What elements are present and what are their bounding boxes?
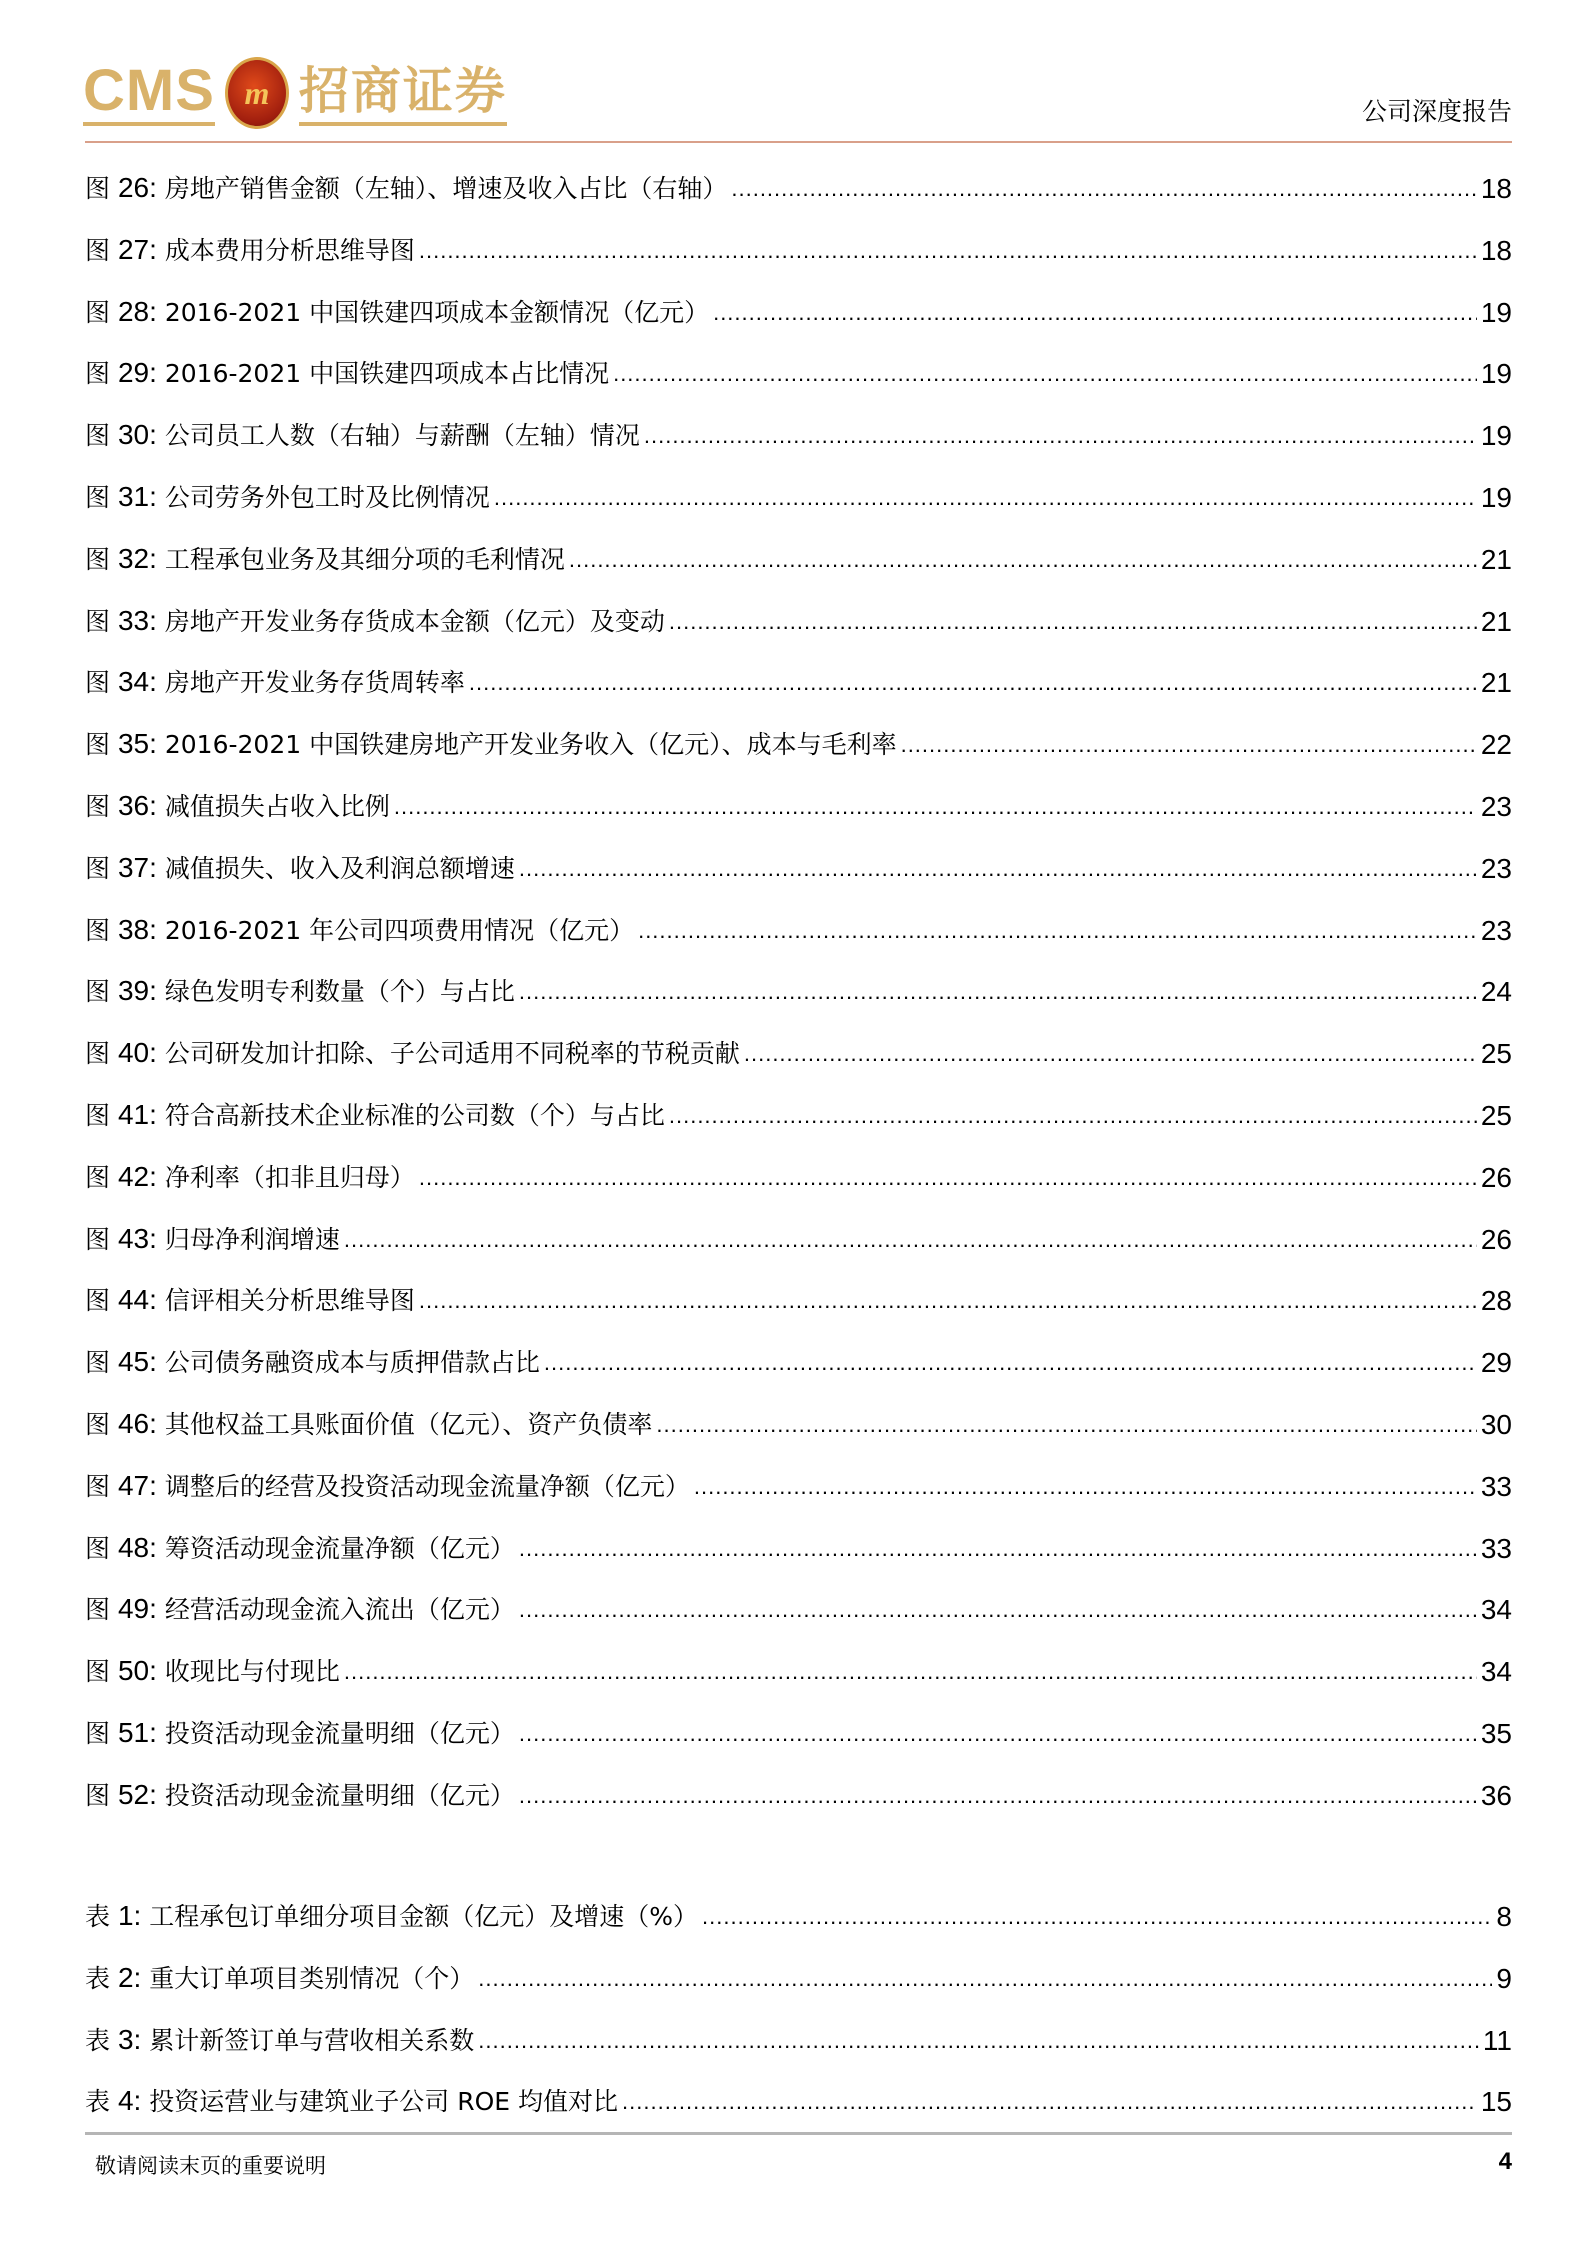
entry-number: 37:: [117, 851, 157, 883]
toc-figure-entry[interactable]: [85, 845, 1512, 885]
entry-page-number: 19: [1480, 296, 1512, 328]
entry-title: 工程承包业务及其细分项的毛利情况: [164, 544, 565, 574]
entry-title: 2016-2021 年公司四项费用情况（亿元）: [164, 915, 635, 945]
report-type-label: 公司深度报告: [1361, 97, 1512, 126]
entry-page-number: 19: [1480, 358, 1512, 390]
entry-page-number: 19: [1480, 482, 1512, 513]
entry-prefix: 图: [85, 1410, 111, 1439]
entry-number: 35:: [117, 728, 157, 760]
entry-prefix: 图: [85, 606, 111, 636]
entry-label: [85, 1532, 515, 1565]
entry-number: 49:: [117, 1593, 157, 1625]
entry-label: [85, 543, 565, 576]
entry-page-number: 34: [1480, 1656, 1512, 1688]
entry-number: 48:: [117, 1531, 157, 1563]
entry-number: 28:: [117, 295, 157, 327]
dot-leader: [478, 2025, 1479, 2057]
entry-number: 30:: [117, 419, 157, 451]
entry-page-number: 34: [1480, 1594, 1512, 1626]
entry-page-number: 8: [1496, 1901, 1512, 1932]
toc-table-entry[interactable]: [85, 1955, 1512, 1995]
dot-leader: [669, 606, 1477, 638]
entry-label: [85, 975, 515, 1008]
entry-label: [85, 1037, 740, 1070]
entry-title: 成本费用分析思维导图: [164, 235, 415, 265]
entry-label: [85, 1717, 515, 1750]
entry-number: 52:: [117, 1778, 157, 1810]
entry-page-number: 22: [1480, 729, 1512, 761]
entry-prefix: 图: [85, 235, 111, 265]
entry-number: 39:: [117, 975, 157, 1007]
toc-figure-entry[interactable]: [85, 1401, 1512, 1441]
footer-disclaimer-note: 敬请阅读末页的重要说明: [95, 2154, 326, 2178]
dot-leader: [519, 1594, 1477, 1626]
logo-badge-icon: m: [225, 57, 289, 129]
entry-prefix: 图: [85, 359, 111, 389]
entry-label: [85, 1223, 340, 1256]
entry-title: 筹资活动现金流量净额（亿元）: [164, 1533, 515, 1563]
entry-title: 2016-2021 中国铁建四项成本金额情况（亿元）: [164, 297, 710, 327]
dot-leader: [494, 482, 1477, 514]
entry-number: 46:: [117, 1408, 157, 1439]
dot-leader: [669, 1100, 1477, 1132]
entry-page-number: 29: [1480, 1347, 1512, 1379]
entry-number: 50:: [117, 1655, 157, 1687]
dot-leader: [622, 2086, 1477, 2118]
entry-label: [85, 2085, 618, 2118]
entry-prefix: 图: [85, 421, 111, 451]
entry-number: 51:: [117, 1717, 157, 1748]
entry-label: [85, 1408, 652, 1441]
entry-prefix: 图: [85, 853, 111, 883]
entry-title: 公司员工人数（右轴）与薪酬（左轴）情况: [164, 421, 640, 451]
entry-number: 2:: [117, 1961, 142, 1993]
entry-page-number: 23: [1480, 852, 1512, 884]
entry-title: 公司债务融资成本与质押借款占比: [164, 1348, 540, 1378]
toc-figure-entry[interactable]: [85, 1710, 1512, 1750]
entry-page-number: 15: [1480, 2086, 1512, 2118]
entry-prefix: 图: [85, 544, 111, 574]
entry-number: 4:: [117, 2085, 142, 2117]
dot-leader: [713, 297, 1477, 329]
toc-figure-entry[interactable]: [85, 1648, 1512, 1688]
toc-figure-entry[interactable]: [85, 1092, 1512, 1132]
entry-prefix: 图: [85, 915, 111, 945]
entry-label: [85, 1655, 340, 1688]
entry-prefix: 表: [85, 2087, 111, 2117]
entry-page-number: 25: [1480, 1100, 1512, 1131]
entry-number: 41:: [117, 1099, 157, 1130]
entry-label: [85, 1962, 474, 1995]
dot-leader: [519, 853, 1477, 885]
entry-label: [85, 728, 897, 761]
toc-figure-entry[interactable]: [85, 1277, 1512, 1317]
entry-label: [85, 790, 390, 823]
entry-title: 经营活动现金流入流出（亿元）: [164, 1595, 515, 1625]
dot-leader: [702, 1901, 1492, 1933]
toc-figure-entry[interactable]: [85, 1772, 1512, 1812]
entry-page-number: 21: [1480, 543, 1512, 575]
entry-prefix: 图: [85, 1719, 111, 1748]
entry-number: 31:: [117, 481, 157, 512]
entry-label: [85, 296, 709, 329]
footer-divider: [85, 2132, 1512, 2135]
entry-page-number: 21: [1480, 667, 1512, 699]
entry-page-number: 35: [1480, 1718, 1512, 1749]
entry-number: 3:: [117, 2023, 142, 2055]
toc-figure-entry[interactable]: [85, 1586, 1512, 1626]
entry-number: 29:: [117, 357, 157, 389]
entry-title: 减值损失占收入比例: [164, 792, 390, 821]
dot-leader: [519, 1718, 1477, 1750]
entry-title: 重大订单项目类别情况（个）: [149, 1963, 475, 1993]
entry-prefix: 图: [85, 1657, 111, 1687]
entry-prefix: 表: [85, 1963, 111, 1993]
entry-prefix: 图: [85, 1595, 111, 1625]
entry-number: 43:: [117, 1222, 157, 1254]
entry-page-number: 28: [1480, 1285, 1512, 1317]
entry-number: 44:: [117, 1284, 157, 1316]
toc-figure-entry[interactable]: [85, 907, 1512, 947]
entry-prefix: 表: [85, 2025, 111, 2055]
entry-label: [85, 666, 465, 699]
entry-title: 绿色发明专利数量（个）与占比: [164, 977, 515, 1007]
entry-number: 42:: [117, 1160, 157, 1192]
dot-leader: [644, 420, 1477, 452]
entry-prefix: 图: [85, 792, 111, 821]
entry-prefix: 图: [85, 1471, 111, 1501]
entry-label: [85, 1470, 690, 1503]
logo-chinese-text: 招商证券: [299, 60, 507, 126]
dot-leader: [344, 1656, 1477, 1688]
dot-leader: [419, 235, 1477, 267]
entry-title: 房地产开发业务存货成本金额（亿元）及变动: [164, 606, 665, 636]
entry-title: 收现比与付现比: [164, 1657, 340, 1687]
entry-label: [85, 1099, 665, 1132]
entry-prefix: 图: [85, 1101, 111, 1130]
toc-figure-entry[interactable]: [85, 783, 1512, 823]
dot-leader: [638, 915, 1477, 947]
entry-title: 投资活动现金流量明细（亿元）: [164, 1780, 515, 1810]
toc-figure-entry[interactable]: [85, 721, 1512, 761]
entry-number: 47:: [117, 1469, 157, 1501]
entry-number: 32:: [117, 542, 157, 574]
entry-prefix: 图: [85, 730, 111, 760]
entry-prefix: 图: [85, 977, 111, 1007]
entry-prefix: 图: [85, 1039, 111, 1069]
entry-page-number: 36: [1480, 1779, 1512, 1811]
toc-figure-entry[interactable]: [85, 227, 1512, 267]
entry-page-number: 33: [1480, 1470, 1512, 1502]
toc-table-entry[interactable]: [85, 2017, 1512, 2057]
dot-leader: [419, 1162, 1477, 1194]
entry-prefix: 图: [85, 1348, 111, 1378]
entry-number: 27:: [117, 233, 157, 265]
dot-leader: [478, 1963, 1492, 1995]
entry-label: [85, 481, 490, 514]
entry-title: 信评相关分析思维导图: [164, 1286, 415, 1316]
toc-figure-entry[interactable]: [85, 474, 1512, 514]
dot-leader: [394, 791, 1477, 823]
entry-number: 38:: [117, 913, 157, 945]
entry-prefix: 图: [85, 668, 111, 698]
entry-page-number: 11: [1482, 2024, 1512, 2056]
entry-prefix: 图: [85, 1533, 111, 1563]
entry-label: [85, 1161, 415, 1194]
company-logo: [83, 58, 507, 128]
header-divider: [85, 141, 1512, 143]
entry-page-number: 23: [1480, 914, 1512, 946]
entry-prefix: 图: [85, 297, 111, 327]
logo-latin-text: CMS: [83, 60, 215, 126]
entry-label: [85, 1346, 540, 1379]
entry-page-number: 18: [1480, 234, 1512, 266]
entry-title: 调整后的经营及投资活动现金流量净额（亿元）: [164, 1471, 690, 1501]
entry-title: 工程承包订单细分项目金额（亿元）及增速（%）: [149, 1902, 699, 1931]
toc-figure-entry[interactable]: [85, 165, 1512, 205]
entry-page-number: 26: [1480, 1161, 1512, 1193]
entry-title: 投资运营业与建筑业子公司 ROE 均值对比: [149, 2087, 619, 2117]
entry-title: 符合高新技术企业标准的公司数（个）与占比: [164, 1101, 665, 1130]
toc-figure-entry[interactable]: [85, 1339, 1512, 1379]
entry-page-number: 26: [1480, 1223, 1512, 1255]
entry-label: [85, 914, 634, 947]
dot-leader: [469, 667, 1477, 699]
entry-prefix: 表: [85, 1902, 111, 1931]
entry-page-number: 21: [1480, 605, 1512, 637]
entry-prefix: 图: [85, 1780, 111, 1810]
entry-prefix: 图: [85, 174, 111, 203]
toc-figure-entry[interactable]: [85, 1463, 1512, 1503]
entry-prefix: 图: [85, 1224, 111, 1254]
dot-leader: [694, 1471, 1477, 1503]
entry-label: [85, 172, 727, 205]
dot-leader: [519, 976, 1477, 1008]
dot-leader: [731, 173, 1476, 205]
entry-page-number: 23: [1480, 791, 1512, 822]
entry-title: 累计新签订单与营收相关系数: [149, 2025, 475, 2055]
toc-figure-entry[interactable]: [85, 1525, 1512, 1565]
toc-figure-entry[interactable]: [85, 350, 1512, 390]
entry-page-number: 24: [1480, 976, 1512, 1008]
entry-page-number: 25: [1480, 1038, 1512, 1070]
entry-title: 净利率（扣非且归母）: [164, 1162, 415, 1192]
page-number: 4: [1498, 2148, 1512, 2175]
toc-figure-entry[interactable]: [85, 412, 1512, 452]
entry-title: 减值损失、收入及利润总额增速: [164, 853, 515, 883]
toc-figure-entry[interactable]: [85, 968, 1512, 1008]
entry-title: 房地产销售金额（左轴）、增速及收入占比（右轴）: [164, 174, 728, 203]
dot-leader: [569, 544, 1477, 576]
entry-label: [85, 419, 640, 452]
entry-title: 2016-2021 中国铁建房地产开发业务收入（亿元）、成本与毛利率: [164, 730, 897, 760]
dot-leader: [519, 1780, 1477, 1812]
entry-title: 房地产开发业务存货周转率: [164, 668, 465, 698]
entry-label: [85, 1779, 515, 1812]
toc-figure-entry[interactable]: [85, 289, 1512, 329]
dot-leader: [656, 1409, 1476, 1441]
entry-label: [85, 234, 415, 267]
entry-page-number: 9: [1496, 1962, 1512, 1994]
toc-figure-entry[interactable]: [85, 536, 1512, 576]
entry-page-number: 19: [1480, 420, 1512, 452]
entry-label: [85, 605, 665, 638]
entry-label: [85, 1900, 698, 1933]
toc-table-entry[interactable]: [85, 1893, 1512, 1933]
entry-title: 公司劳务外包工时及比例情况: [164, 483, 490, 512]
entry-prefix: 图: [85, 1286, 111, 1316]
entry-title: 公司研发加计扣除、子公司适用不同税率的节税贡献: [164, 1039, 740, 1069]
dot-leader: [344, 1224, 1477, 1256]
entry-label: [85, 357, 609, 390]
toc-table-entry[interactable]: [85, 2078, 1512, 2118]
entry-number: 36:: [117, 790, 157, 821]
entry-number: 33:: [117, 604, 157, 636]
entry-page-number: 18: [1480, 173, 1512, 204]
entry-number: 45:: [117, 1346, 157, 1378]
entry-prefix: 图: [85, 483, 111, 512]
toc-figure-entry[interactable]: [85, 1030, 1512, 1070]
dot-leader: [901, 729, 1477, 761]
entry-number: 26:: [117, 172, 157, 203]
toc-figure-entry[interactable]: [85, 1216, 1512, 1256]
dot-leader: [613, 358, 1477, 390]
entry-title: 投资活动现金流量明细（亿元）: [164, 1719, 515, 1748]
entry-label: [85, 1593, 515, 1626]
entry-page-number: 33: [1480, 1532, 1512, 1564]
entry-number: 40:: [117, 1037, 157, 1069]
entry-page-number: 30: [1480, 1409, 1512, 1440]
dot-leader: [519, 1533, 1477, 1565]
entry-title: 2016-2021 中国铁建四项成本占比情况: [164, 359, 610, 389]
entry-title: 归母净利润增速: [164, 1224, 340, 1254]
entry-title: 其他权益工具账面价值（亿元）、资产负债率: [164, 1410, 653, 1439]
toc-figure-entry[interactable]: [85, 659, 1512, 699]
entry-label: [85, 1284, 415, 1317]
entry-label: [85, 2024, 474, 2057]
toc-figure-entry[interactable]: [85, 1154, 1512, 1194]
entry-label: [85, 852, 515, 885]
dot-leader: [544, 1347, 1477, 1379]
toc-figure-entry[interactable]: [85, 598, 1512, 638]
entry-prefix: 图: [85, 1162, 111, 1192]
entry-number: 1:: [117, 1900, 142, 1931]
dot-leader: [419, 1285, 1477, 1317]
entry-number: 34:: [117, 666, 157, 698]
dot-leader: [744, 1038, 1477, 1070]
